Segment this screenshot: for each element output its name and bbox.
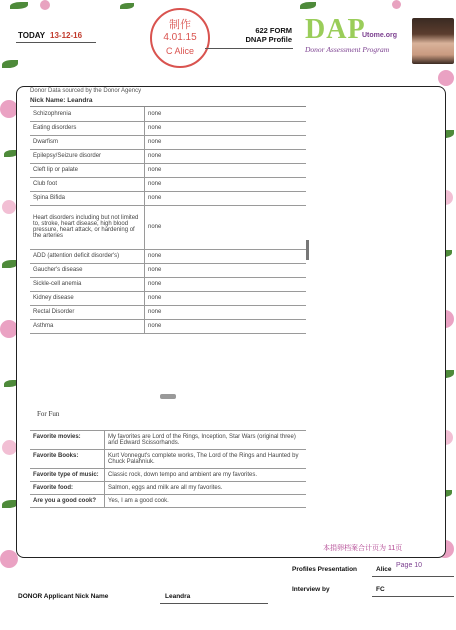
today-label: TODAY [18, 31, 46, 40]
condition-row [30, 249, 306, 263]
for-fun-answer: Salmon, eggs and milk are all my favorites. [105, 482, 307, 495]
donor-applicant-label: DONOR Applicant Nick Name [18, 593, 109, 600]
nick-name-line: Nick Name: Leandra [30, 96, 306, 107]
section-divider-handle[interactable] [160, 394, 176, 399]
condition-value: none [145, 177, 307, 191]
condition-value: none [145, 191, 307, 205]
condition-value: none [145, 121, 307, 135]
condition-name: Asthma [30, 319, 145, 333]
profiles-presentation-underline [372, 576, 454, 577]
for-fun-answer: Classic rock, down tempo and ambient are my favorites. [105, 469, 307, 482]
condition-value: none [145, 319, 307, 333]
donor-data-document [30, 87, 306, 397]
condition-row [30, 277, 306, 291]
condition-name: Eating disorders [30, 121, 145, 135]
condition-name: Spina Bifida [30, 191, 145, 205]
interview-by-underline [372, 596, 454, 597]
condition-row [30, 191, 306, 205]
condition-name: Sickle-cell anemia [30, 277, 145, 291]
for-fun-title: For Fun [37, 410, 60, 418]
condition-row [30, 121, 306, 135]
condition-row [30, 149, 306, 163]
condition-value: none [145, 305, 307, 319]
condition-name: Gaucher's disease [30, 263, 145, 277]
condition-name: ADD (attention deficit disorder's) [30, 249, 145, 263]
red-seal-stamp: 制作 4.01.15 C Alice [150, 8, 210, 68]
donor-applicant-underline [160, 603, 268, 604]
condition-value: none [145, 263, 307, 277]
condition-name: Cleft lip or palate [30, 163, 145, 177]
for-fun-question: Favorite Books: [30, 450, 105, 469]
document-scrollbar[interactable] [306, 240, 309, 260]
condition-value: none [145, 291, 307, 305]
for-fun-table [30, 430, 306, 508]
today-date: 13-12-16 [50, 31, 83, 40]
form-title-line2: DNAP Profile [245, 35, 292, 44]
condition-name: Schizophrenia [30, 107, 145, 121]
condition-row [30, 319, 306, 333]
profiles-presentation-label: Profiles Presentation [292, 566, 358, 573]
logo-subtitle: Donor Assessment Program [305, 45, 390, 54]
page-count-info: 本捐卵档案合计页为 11页 [323, 545, 403, 552]
for-fun-row [30, 450, 306, 469]
condition-row [30, 135, 306, 149]
for-fun-row [30, 495, 306, 508]
for-fun-answer: Yes, I am a good cook. [105, 495, 307, 508]
condition-value: none [145, 163, 307, 177]
for-fun-row [30, 482, 306, 495]
for-fun-row [30, 469, 306, 482]
for-fun-question: Favorite movies: [30, 431, 105, 450]
profiles-presentation-value: Alice [376, 566, 392, 573]
for-fun-answer: My favorites are Lord of the Rings, Inception, Star Wars (original three) and Edward Scissorhands. [105, 431, 307, 450]
condition-row [30, 305, 306, 319]
condition-name: Dwarfism [30, 135, 145, 149]
condition-row [30, 291, 306, 305]
condition-value: none [145, 107, 307, 121]
page-number: Page 10 [396, 562, 423, 569]
dap-logo [305, 14, 410, 54]
condition-value: none [145, 205, 307, 249]
condition-value: none [145, 277, 307, 291]
condition-row [30, 163, 306, 177]
condition-name: Kidney disease [30, 291, 145, 305]
for-fun-answer: Kurt Vonnegut's complete works, The Lord of the Rings and Haunted by Chuck Palahniuk. [105, 450, 307, 469]
condition-value: none [145, 149, 307, 163]
condition-row [30, 177, 306, 191]
logo-site: Utome.org [362, 32, 397, 39]
for-fun-question: Are you a good cook? [30, 495, 105, 508]
form-title [228, 26, 292, 44]
conditions-table [30, 107, 306, 334]
for-fun-question: Favorite food: [30, 482, 105, 495]
form-title-underline [205, 48, 293, 49]
form-title-line1: 622 FORM [255, 26, 292, 35]
condition-value: none [145, 249, 307, 263]
for-fun-row [30, 431, 306, 450]
source-line: Donor Data sourced by the Donor Agency [30, 88, 142, 94]
logo-main: DAP [305, 14, 366, 45]
condition-name: Club foot [30, 177, 145, 191]
today-underline [16, 42, 96, 43]
condition-name: Heart disorders including but not limited to, stroke, heart disease, high blood pressure, heart attack, or hardening of the arteries [30, 205, 145, 249]
for-fun-question: Favorite type of music: [30, 469, 105, 482]
interview-by-value: FC [376, 586, 385, 593]
interview-by-label: Interview by [292, 586, 330, 593]
condition-row [30, 205, 306, 249]
condition-value: none [145, 135, 307, 149]
condition-row [30, 107, 306, 121]
page-header [0, 0, 456, 75]
condition-row [30, 263, 306, 277]
donor-photo [412, 18, 454, 64]
donor-applicant-value: Leandra [165, 593, 191, 600]
condition-name: Rectal Disorder [30, 305, 145, 319]
condition-name: Epilepsy/Seizure disorder [30, 149, 145, 163]
